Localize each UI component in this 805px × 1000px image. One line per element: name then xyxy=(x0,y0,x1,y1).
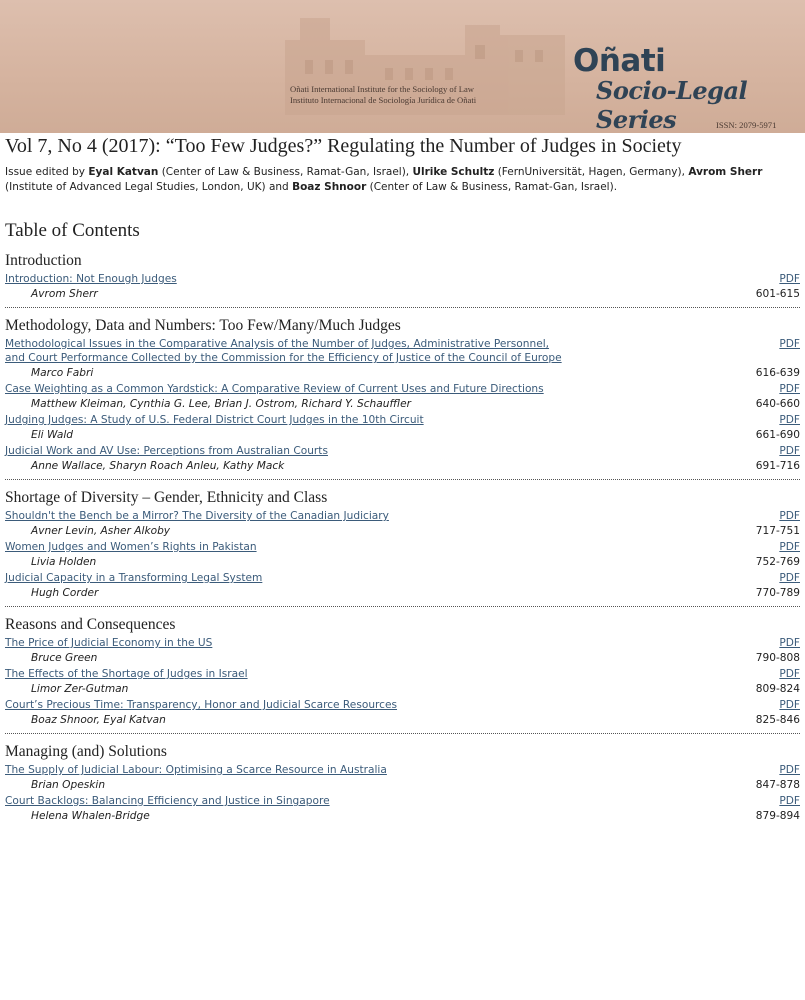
article-title-link[interactable]: The Supply of Judicial Labour: Optimising a Scarce Resource in Australia xyxy=(5,764,387,776)
editor-affiliation: (Center of Law & Business, Ramat-Gan, Israel). xyxy=(369,181,618,193)
article-meta-row xyxy=(5,808,800,825)
article-authors: Anne Wallace, Sharyn Roach Anleu, Kathy Mack xyxy=(31,460,285,472)
toc-section xyxy=(5,316,800,480)
logo-text-onati: Oñati xyxy=(573,43,666,79)
pdf-link[interactable]: PDF xyxy=(779,445,800,457)
section-title: Reasons and Consequences xyxy=(5,616,176,633)
issue-title: Vol 7, No 4 (2017): “Too Few Judges?” Regulating the Number of Judges in Society xyxy=(5,135,682,157)
article-title-link[interactable]: Judging Judges: A Study of U.S. Federal District Court Judges in the 10th Circuit xyxy=(5,414,424,426)
institute-name-es: Instituto Internacional de Sociología Jurídica de Oñati xyxy=(290,95,477,105)
article-title-row xyxy=(5,337,800,365)
article-authors: Matthew Kleiman, Cynthia G. Lee, Brian J. Ostrom, Richard Y. Schauffler xyxy=(31,398,411,410)
toc-section xyxy=(5,615,800,734)
article-title-row xyxy=(5,667,800,681)
article-meta-row xyxy=(5,286,800,303)
article-title-row xyxy=(5,272,800,286)
article-pages: 825-846 xyxy=(755,714,800,726)
pdf-link[interactable]: PDF xyxy=(779,510,800,522)
article-pages: 691-716 xyxy=(755,460,800,472)
main-content xyxy=(0,134,805,829)
section-title: Introduction xyxy=(5,252,82,269)
article-authors: Eli Wald xyxy=(31,429,74,441)
article-title-row xyxy=(5,444,800,458)
article-meta-row xyxy=(5,396,800,413)
article-entry xyxy=(5,382,800,413)
section-title: Shortage of Diversity – Gender, Ethnicity and Class xyxy=(5,489,328,506)
article-title-link[interactable]: Methodological Issues in the Comparative Analysis of the Number of Judges, Administrative Personnel, and Court Performance Collected by the Commission for the Efficiency of Justice of the Council of Europe xyxy=(5,338,562,364)
article-authors: Avner Levin, Asher Alkoby xyxy=(31,525,171,537)
institute-name-en: Oñati International Institute for the Sociology of Law xyxy=(290,84,475,94)
article-title-row xyxy=(5,794,800,808)
editor-affiliation: (Center of Law & Business, Ramat-Gan, Israel), xyxy=(161,166,410,178)
pdf-link[interactable]: PDF xyxy=(779,273,800,285)
article-entry xyxy=(5,698,800,729)
article-pages: 879-894 xyxy=(755,810,800,822)
article-authors: Bruce Green xyxy=(31,652,98,664)
toc-section xyxy=(5,742,800,829)
journal-banner xyxy=(0,0,805,133)
toc-section xyxy=(5,488,800,607)
article-pages: 717-751 xyxy=(755,525,800,537)
article-authors: Boaz Shnoor, Eyal Katvan xyxy=(31,714,166,726)
pdf-link[interactable]: PDF xyxy=(779,795,800,807)
editor-name: Boaz Shnoor xyxy=(292,181,367,193)
pdf-link[interactable]: PDF xyxy=(779,414,800,426)
logo-text-series: Socio-Legal Series xyxy=(596,76,748,133)
article-authors: Brian Opeskin xyxy=(31,779,106,791)
article-meta-row xyxy=(5,681,800,698)
pdf-link[interactable]: PDF xyxy=(779,764,800,776)
article-pages: 809-824 xyxy=(755,683,800,695)
article-title-link[interactable]: Court Backlogs: Balancing Efficiency and Justice in Singapore xyxy=(5,795,330,807)
article-meta-row xyxy=(5,523,800,540)
article-title-row xyxy=(5,636,800,650)
article-title-link[interactable]: Women Judges and Women’s Rights in Pakistan xyxy=(5,541,257,553)
article-meta-row xyxy=(5,365,800,382)
article-title-link[interactable]: Judicial Work and AV Use: Perceptions from Australian Courts xyxy=(5,445,328,457)
pdf-link[interactable]: PDF xyxy=(779,338,800,350)
editor-name: Eyal Katvan xyxy=(88,166,159,178)
pdf-link[interactable]: PDF xyxy=(779,637,800,649)
article-title-link[interactable]: The Price of Judicial Economy in the US xyxy=(5,637,213,649)
article-title-row xyxy=(5,413,800,427)
article-pages: 752-769 xyxy=(755,556,800,568)
article-authors: Helena Whalen-Bridge xyxy=(31,810,150,822)
article-meta-row xyxy=(5,585,800,602)
article-entry xyxy=(5,509,800,540)
article-meta-row xyxy=(5,458,800,475)
article-entry xyxy=(5,571,800,602)
article-pages: 616-639 xyxy=(755,367,800,379)
article-pages: 847-878 xyxy=(755,779,800,791)
article-title-link[interactable]: Judicial Capacity in a Transforming Legal System xyxy=(5,572,263,584)
editor-affiliation: (FernUniversität, Hagen, Germany), xyxy=(497,166,685,178)
article-pages: 661-690 xyxy=(755,429,800,441)
article-title-row xyxy=(5,540,800,554)
issn-label: ISSN: 2079-5971 xyxy=(716,120,777,130)
article-authors: Limor Zer-Gutman xyxy=(31,683,129,695)
editor-name: Avrom Sherr xyxy=(688,166,763,178)
editor-affiliation: (Institute of Advanced Legal Studies, London, UK) and xyxy=(5,181,289,193)
article-title-link[interactable]: Court’s Precious Time: Transparency, Honor and Judicial Scarce Resources xyxy=(5,699,398,711)
article-authors: Marco Fabri xyxy=(31,367,94,379)
article-title-link[interactable]: Shouldn't the Bench be a Mirror? The Diversity of the Canadian Judiciary xyxy=(5,510,389,522)
article-meta-row xyxy=(5,427,800,444)
article-entry xyxy=(5,794,800,825)
article-pages: 770-789 xyxy=(755,587,800,599)
pdf-link[interactable]: PDF xyxy=(779,541,800,553)
toc-section xyxy=(5,251,800,308)
table-of-contents xyxy=(5,251,800,829)
article-title-row xyxy=(5,571,800,585)
toc-heading: Table of Contents xyxy=(5,220,140,241)
article-meta-row xyxy=(5,712,800,729)
article-meta-row xyxy=(5,650,800,667)
pdf-link[interactable]: PDF xyxy=(779,699,800,711)
article-title-link[interactable]: Introduction: Not Enough Judges xyxy=(5,273,177,285)
article-entry xyxy=(5,540,800,571)
institute-name xyxy=(290,84,476,106)
pdf-link[interactable]: PDF xyxy=(779,383,800,395)
article-pages: 640-660 xyxy=(755,398,800,410)
article-title-link[interactable]: Case Weighting as a Common Yardstick: A Comparative Review of Current Uses and Future Directions xyxy=(5,383,544,395)
article-title-link[interactable]: The Effects of the Shortage of Judges in Israel xyxy=(5,668,248,680)
article-meta-row xyxy=(5,777,800,794)
article-title-row xyxy=(5,509,800,523)
editor-name: Ulrike Schultz xyxy=(412,166,495,178)
article-entry xyxy=(5,337,800,382)
article-entry xyxy=(5,636,800,667)
section-title: Managing (and) Solutions xyxy=(5,743,167,760)
article-authors: Avrom Sherr xyxy=(31,288,98,300)
section-title: Methodology, Data and Numbers: Too Few/Many/Much Judges xyxy=(5,317,401,334)
pdf-link[interactable]: PDF xyxy=(779,668,800,680)
article-title-row xyxy=(5,763,800,777)
article-entry xyxy=(5,444,800,475)
article-title-row xyxy=(5,698,800,712)
article-entry xyxy=(5,667,800,698)
article-entry xyxy=(5,763,800,794)
article-pages: 601-615 xyxy=(755,288,800,300)
pdf-link[interactable]: PDF xyxy=(779,572,800,584)
article-meta-row xyxy=(5,554,800,571)
article-entry xyxy=(5,413,800,444)
article-authors: Hugh Corder xyxy=(31,587,99,599)
article-authors: Livia Holden xyxy=(31,556,97,568)
issue-description xyxy=(5,165,800,195)
article-title-row xyxy=(5,382,800,396)
issue-desc-prefix: Issue edited by xyxy=(5,166,85,178)
article-pages: 790-808 xyxy=(755,652,800,664)
article-entry xyxy=(5,272,800,303)
